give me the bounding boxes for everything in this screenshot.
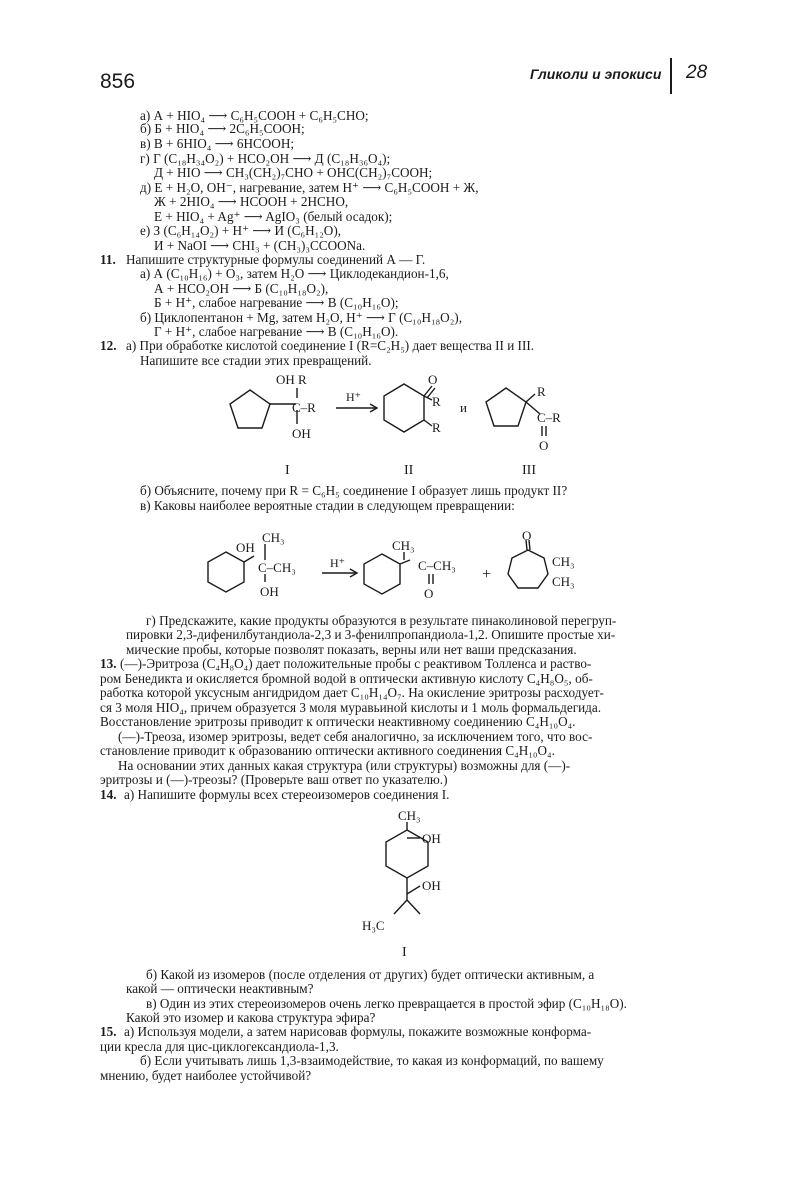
text-line: в) Каковы наиболее вероятные стадии в следующем превращении: [140, 498, 515, 513]
fig2-p-c-ch3: C–CH₃ [418, 558, 456, 573]
fig2-p-o: O [424, 586, 434, 601]
cycloheptanone-ring [508, 550, 548, 588]
text-line: какой — оптически неактивным? [126, 981, 314, 996]
text-line: Напишите все стадии этих превращений. [140, 353, 372, 368]
text-line: Ж + 2HIO₄ ⟶ HCOOH + 2HCHO, [154, 194, 349, 209]
text-line: д) Е + H₂O, OH⁻, нагревание, затем H⁺ ⟶ C₆H₅COOH + Ж, [140, 180, 479, 195]
fig2-k-ch3-a: CH₃ [552, 554, 575, 569]
text-line: а) При обработке кислотой соединение I (R=C₂H₅) дает вещества II и III. [126, 338, 535, 353]
fig1-r-top: R [432, 394, 441, 409]
text-line: (—)-Эритроза (C₄H₈O₄) дает положительные пробы с реактивом Толленса и раство- [120, 656, 592, 671]
fig1-iii-r: R [537, 384, 546, 399]
text-line: Г + H⁺, слабое нагревание ⟶ В (C₁₀H₁₆O). [154, 324, 399, 339]
text-line: а) Напишите формулы всех стереоизомеров соединения I. [124, 787, 450, 802]
problem-number: 15. [100, 1024, 117, 1039]
text-line: (—)-Треоза, изомер эритрозы, ведет себя аналогично, за исключением того, что вос- [118, 729, 593, 744]
text-line: Напишите структурные формулы соединений А — Г. [126, 252, 426, 267]
text-line: Какой это изомер и какова структура эфира? [126, 1010, 376, 1025]
fig3-h3c: H₃C [362, 918, 385, 933]
chapter-number: 28 [686, 62, 708, 83]
text-line: б) Объясните, почему при R = C₆H₅ соединение I образует лишь продукт II? [140, 483, 568, 498]
fig1-arrow-label: H⁺ [346, 390, 361, 404]
text-line: А + HCO₂OH ⟶ Б (C₁₀H₁₈O₂), [154, 281, 329, 296]
label-ii: II [404, 463, 414, 478]
text-line: б) Какой из изомеров (после отделения от других) будет оптически активным, а [146, 967, 595, 982]
text-line: эритрозы и (—)-треозы? (Проверьте ваш ответ по указателю.) [100, 772, 448, 787]
cyclopentane-ring-iii [486, 388, 526, 426]
fig1-iii-o: O [539, 438, 549, 453]
text-line: мнению, будет наиболее устойчивой? [100, 1068, 312, 1083]
text-line: в) Один из этих стереоизомеров очень легко превращается в простой эфир (C₁₀H₁₈O). [146, 996, 627, 1011]
text-line: На основании этих данных какая структура (или структуры) возможны для (—)- [118, 758, 571, 773]
fig1-oh-r: OH R [276, 372, 307, 387]
page-number: 856 [100, 70, 136, 93]
fig1-c-r: C–R [292, 400, 316, 415]
fig1-r-bottom: R [432, 420, 441, 435]
cyclopentane-ring [230, 390, 270, 428]
fig2-oh-bottom: OH [260, 584, 279, 599]
text-line: ся 3 моля HIO₄, причем образуется 3 моля муравьиной кислоты и 1 моль формальдегида. [100, 700, 602, 715]
text-line: становление приводит к образованию оптически активного соединения C₄H₁₀O₄. [100, 743, 555, 758]
fig2-c-ch3: C–CH₃ [258, 560, 296, 575]
text-line: а) А (C₁₀H₁₆) + O₃, затем H₂O ⟶ Циклодекандион-1,6, [140, 266, 449, 281]
text-line: И + NaOI ⟶ CHI₃ + (CH₃)₃CCOONa. [154, 238, 366, 253]
text-line: работка которой уксусным ангидридом дает C₁₀H₁₄O₇. На окисление эритрозы расходует- [100, 685, 604, 700]
text-line: б) Если учитывать лишь 1,3-взаимодействие, то какая из конформаций, по вашему [140, 1053, 604, 1068]
text-line: Д + HIO ⟶ CH₃(CH₂)₇CHO + OHC(CH₂)₇COOH; [154, 165, 433, 180]
text-line: в) В + 6HIO₄ ⟶ 6HCOOH; [140, 136, 295, 151]
fig2-arrow-label: H⁺ [330, 556, 345, 570]
text-line: Б + H⁺, слабое нагревание ⟶ В (C₁₀H₁₆O); [154, 295, 399, 310]
label-iii: III [522, 463, 536, 478]
text-line: г) Предскажите, какие продукты образуются в результате пинаколиновой перегруп- [146, 613, 617, 628]
label-i: I [285, 463, 290, 478]
text-line: б) Циклопентанон + Mg, затем H₂O, H⁺ ⟶ Г (C₁₀H₁₈O₂), [140, 310, 462, 325]
fig2-k-o: O [522, 528, 532, 543]
fig2-k-ch3-b: CH₃ [552, 574, 575, 589]
fig1-oh: OH [292, 426, 311, 441]
text-line: пировки 2,3-дифенилбутандиола-2,3 и 3-фенилпропандиола-1,2. Опишите простые хи- [126, 627, 616, 642]
running-title: Гликоли и эпокиси [530, 66, 662, 82]
problem-number: 13. [100, 656, 117, 671]
problem-number: 14. [100, 787, 117, 802]
problem-number: 11. [100, 252, 116, 267]
text-line: ции кресла для цис-циклогександиола-1,3. [100, 1039, 339, 1054]
cyclohexanone-ring [384, 384, 424, 432]
fig2-ch3-top: CH₃ [262, 530, 285, 545]
text-line: ром Бенедикта и окисляется бромной водой в оптически активную кислоту C₄H₈O₅, об- [100, 671, 593, 686]
cyclohexane-ring [208, 552, 244, 592]
text-line: б) Б + HIO₄ ⟶ 2C₆H₅COOH; [140, 121, 305, 136]
text-line: а) А + HIO₄ ⟶ C₆H₅COOH + C₆H₅CHO; [140, 108, 369, 123]
fig2-oh: OH [236, 540, 255, 555]
fig1-and: и [460, 400, 467, 415]
cyclohexane-ring-product [364, 554, 400, 594]
fig1-iii-cr: C–R [537, 410, 561, 425]
text-line: Е + HIO₄ + Ag⁺ ⟶ AgIO₃ (белый осадок); [154, 209, 393, 224]
fig3-oh-side: OH [422, 878, 441, 893]
text-line: г) Г (C₁₈H₃₄O₂) + HCO₂OH ⟶ Д (C₁₈H₃₆O₄); [140, 151, 391, 166]
fig1-o: O [428, 372, 438, 387]
text-line: мические пробы, которые позволят показать, верны или нет ваши предсказания. [126, 642, 577, 657]
text-line: е) З (C₆H₁₄O₂) + H⁺ ⟶ И (C₆H₁₂O), [140, 223, 342, 238]
text-line: а) Используя модели, а затем нарисовав формулы, покажите возможные конформа- [124, 1024, 592, 1039]
problem-number: 12. [100, 338, 117, 353]
fig3-label: I [402, 945, 407, 960]
fig2-plus: + [482, 566, 492, 583]
text-line: Восстановление эритрозы приводит к оптически неактивному соединению C₄H₁₀O₄. [100, 714, 576, 729]
fig3-oh-ring: OH [422, 831, 441, 846]
fig3-ch3: CH₃ [398, 808, 421, 823]
fig2-p-ch3: CH₃ [392, 538, 415, 553]
